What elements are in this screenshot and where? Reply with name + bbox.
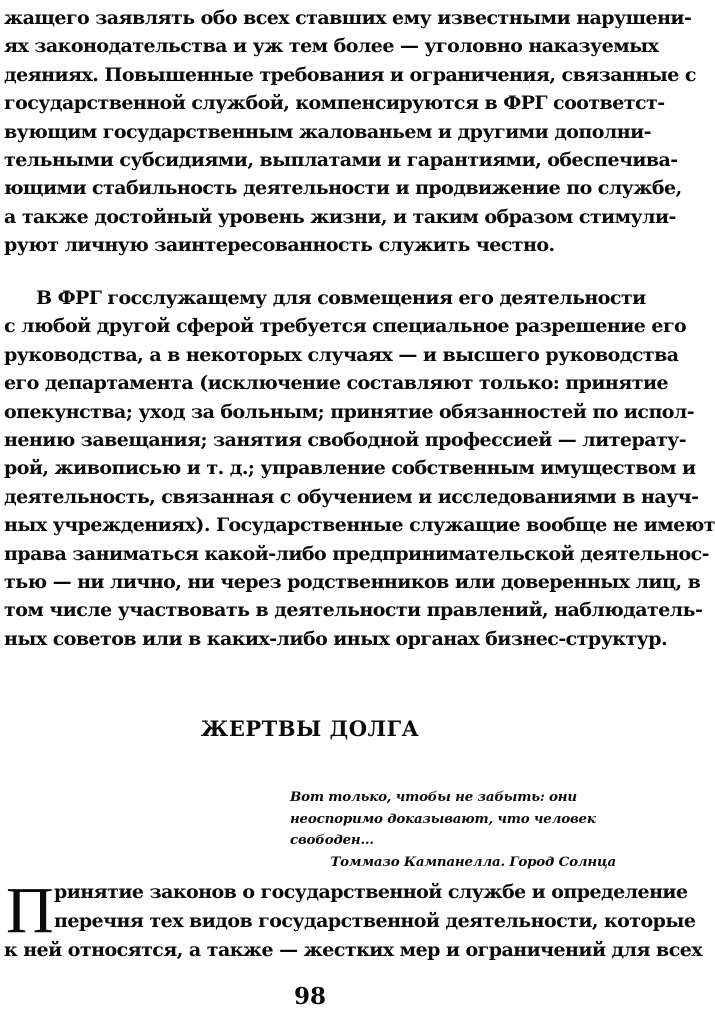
text-line: ях законодательства и уж тем более — уголовно наказуемых xyxy=(4,35,659,58)
text-line: права заниматься какой-либо предпринимательской деятельнос- xyxy=(4,542,710,565)
text-line: а также достойный уровень жизни, и таким образом стимули- xyxy=(4,205,676,228)
text-line: ных учреждениях). Государственные служащие вообще не имеют xyxy=(4,514,715,537)
chapter-heading: ЖЕРТВЫ ДОЛГА xyxy=(200,716,420,741)
drop-cap: П xyxy=(6,874,54,947)
text-line: том числе участвовать в деятельности правлений, наблюдатель- xyxy=(4,599,703,622)
paragraph-1 xyxy=(4,4,696,260)
text-line: рой, живописью и т. д.; управление собственным имуществом и xyxy=(4,457,696,480)
text-line: вующим государственным жалованьем и другими дополни- xyxy=(4,120,651,143)
text-line: тью — ни лично, ни через родственников или доверенных лиц, в xyxy=(4,571,701,594)
text-line: жащего заявлять обо всех ставших ему известными нарушени- xyxy=(4,7,692,29)
epigraph-source: Томмазо Кампанелла. Город Солнца xyxy=(330,853,616,870)
text-line: тельными субсидиями, выплатами и гарантиями, обеспечива- xyxy=(4,149,678,172)
epigraph-line: свободен... xyxy=(290,832,374,848)
text-line: руют личную заинтересованность служить честно. xyxy=(4,234,555,257)
text-line: деяниях. Повышенные требования и ограничения, связанные с xyxy=(4,63,696,86)
epigraph-line: неоспоримо доказывают, что человек xyxy=(290,810,596,827)
paragraph-3-beside-dropcap xyxy=(54,878,696,936)
text-line: ных советов или в каких-либо иных органах бизнес-структур. xyxy=(4,627,668,650)
paragraph-2 xyxy=(4,284,715,653)
text-line: ринятие законов о государственной службе и определение xyxy=(54,881,688,903)
epigraph-line: Вот только, чтобы не забыть: они xyxy=(290,789,577,805)
text-line: опекунства; уход за больным; принятие обязанностей по испол- xyxy=(4,400,695,423)
text-line: его департамента (исключение составляют только: принятие xyxy=(4,372,669,395)
text-line: перечня тех видов государственной деятельности, которые xyxy=(54,910,696,932)
paragraph-3-continuation xyxy=(4,936,703,964)
text-line: с любой другой сферой требуется специальное разрешение его xyxy=(4,315,687,338)
text-line: нению завещания; занятия свободной профессией — литерату- xyxy=(4,429,687,452)
text-line: руководства, а в некоторых случаях — и высшего руководства xyxy=(4,343,679,366)
text-line: В ФРГ госслужащему для совмещения его деятельности xyxy=(36,287,646,309)
text-line: ющими стабильность деятельности и продвижение по службе, xyxy=(4,177,682,200)
page-number: 98 xyxy=(293,983,326,1010)
text-line: государственной службой, компенсируются в ФРГ соответст- xyxy=(4,92,665,115)
text-line: к ней относятся, а также — жестких мер и ограничений для всех xyxy=(4,939,703,961)
epigraph xyxy=(290,787,616,873)
text-line: деятельность, связанная с обучением и исследованиями в науч- xyxy=(4,485,699,508)
